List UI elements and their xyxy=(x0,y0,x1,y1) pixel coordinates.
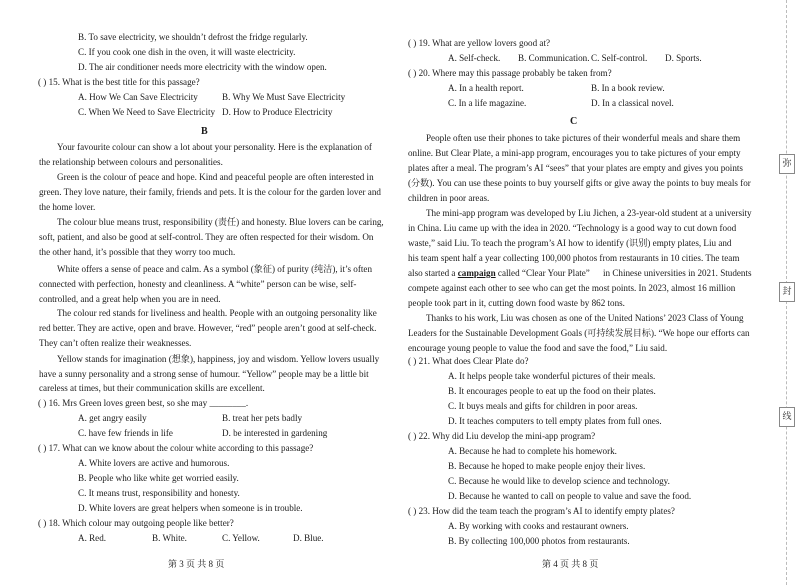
left-text-line: Green is the colour of peace and hope. Kind and peaceful people are often interested in xyxy=(57,172,374,182)
left-text-line: ( ) 16. Mrs Green loves green best, so she may ________. xyxy=(38,398,249,408)
right-text-line: compete against each other to see who can get the most points. In 2023, almost 16 million xyxy=(408,283,736,293)
campaign-post-text: called “Clear Your Plate” xyxy=(495,268,590,278)
right-text-line: B. It encourages people to eat up the food on their plates. xyxy=(448,386,656,396)
right-text-line: A. Self-check. xyxy=(448,53,501,63)
left-text-line: D. be interested in gardening xyxy=(222,428,328,438)
left-text-line: ( ) 15. What is the best title for this passage? xyxy=(38,77,200,87)
campaign-pre-text: also started a xyxy=(408,268,458,278)
right-text-line: ( ) 23. How did the team teach the program’s AI to identify empty plates? xyxy=(408,506,675,516)
left-text-line: the home lover. xyxy=(39,202,96,212)
right-text-line: ( ) 21. What does Clear Plate do? xyxy=(408,356,529,366)
left-text-line: B. White. xyxy=(152,533,187,543)
right-text-line: A. By working with cooks and restaurant owners. xyxy=(448,521,629,531)
margin-mark-1: 弥 xyxy=(779,154,795,174)
right-text-line: C. In a life magazine. xyxy=(448,98,527,108)
left-text-line: White offers a sense of peace and calm. As a symbol (象征) of purity (纯洁), it’s often xyxy=(57,264,372,274)
right-text-line: C. Self-control. xyxy=(591,53,648,63)
right-text-line: Thanks to his work, Liu was chosen as one of the United Nations’ 2023 Class of Young xyxy=(426,313,744,323)
right-text-line: D. In a classical novel. xyxy=(591,98,674,108)
right-text-line: A. In a health report. xyxy=(448,83,524,93)
left-text-line: careless at times, but their communication skills are excellent. xyxy=(39,383,265,393)
left-text-line: The colour red stands for liveliness and health. People with an outgoing personality like xyxy=(57,308,377,318)
right-text-line: online. But Clear Plate, a mini-app program, encourages you to take pictures of your empty xyxy=(408,148,741,158)
section-label-c: C xyxy=(570,116,578,127)
right-text-line: C. Because he would like to develop science and technology. xyxy=(448,476,670,486)
right-text-line: The mini-app program was developed by Liu Jichen, a 23-year-old student at a university xyxy=(426,208,752,218)
right-text-line: children in poor areas. xyxy=(408,193,490,203)
right-text-line: ( ) 19. What are yellow lovers good at? xyxy=(408,38,551,48)
right-text-line: B. By collecting 100,000 photos from restaurants. xyxy=(448,536,630,546)
left-text-line: D. Blue. xyxy=(293,533,324,543)
right-text-line: encourage young people to value the food and save the food,” Liu said. xyxy=(408,343,668,353)
left-text-line: C. It means trust, responsibility and honesty. xyxy=(78,488,240,498)
left-text-line: B. People who like white get worried easily. xyxy=(78,473,239,483)
left-text-line: B. Why We Must Save Electricity xyxy=(222,92,346,102)
page-right xyxy=(400,0,800,585)
right-text-line: A. Because he had to complete his homework. xyxy=(448,446,617,456)
right-text-line: D. It teaches computers to tell empty plates from full ones. xyxy=(448,416,662,426)
left-text-line: C. have few friends in life xyxy=(78,428,173,438)
section-label-b: B xyxy=(201,126,208,137)
right-text-line: B. Because he hoped to make people enjoy their lives. xyxy=(448,461,646,471)
right-text-line: C. It buys meals and gifts for children in poor areas. xyxy=(448,401,638,411)
left-text-line: green. They love nature, their family, friends and pets. It is the colour for the garden lover and xyxy=(39,187,381,197)
left-text-line: A. Red. xyxy=(78,533,107,543)
campaign-keyword: campaign xyxy=(457,268,496,278)
left-text-line: connected with perfection, honesty and cleanliness. A “white” person can be wise, self- xyxy=(39,279,357,289)
right-text-line: in China. Liu came up with the idea in 2020. “Technology is a good way to cut down food xyxy=(408,223,737,233)
left-text-line: red better. They are active, open and brave. However, “red” people aren’t good at self-check. xyxy=(39,323,377,333)
right-text-line: (分数). You can use these points to buy yourself gifts or give away the points to buy meals for xyxy=(408,178,751,188)
left-text-line: soft, patient, and also be good at self-control. They are often respected for their wisdom. On xyxy=(39,232,374,242)
left-text-line: A. White lovers are active and humorous. xyxy=(78,458,230,468)
left-text-line: A. How We Can Save Electricity xyxy=(78,92,198,102)
right-text-line: A. It helps people take wonderful pictures of their meals. xyxy=(448,371,656,381)
left-text-line: controlled, and a great help when you are in need. xyxy=(39,294,221,304)
left-text-line: Yellow stands for imagination (想象), happiness, joy and wisdom. Yellow lovers usually xyxy=(57,354,380,364)
campaign-line xyxy=(408,268,590,279)
left-text-line: ( ) 18. Which colour may outgoing people like better? xyxy=(38,518,234,528)
left-text-line: B. To save electricity, we shouldn’t defrost the fridge regularly. xyxy=(78,32,308,42)
left-text-line: D. How to Produce Electricity xyxy=(222,107,333,117)
left-text-line: the other hand, it’s possible that they worry too much. xyxy=(39,247,236,257)
left-text-line: C. If you cook one dish in the oven, it will waste electricity. xyxy=(78,47,296,57)
right-text-line: waste,” said Liu. To teach the program’s AI how to identify (识别) empty plates, Liu and xyxy=(408,238,732,248)
right-text-line: ( ) 20. Where may this passage probably be taken from? xyxy=(408,68,612,78)
left-text-line: the relationship between colours and personalities. xyxy=(39,157,223,167)
left-text-line: D. The air conditioner needs more electricity with the window open. xyxy=(78,62,327,72)
left-text-line: D. White lovers are great helpers when someone is in trouble. xyxy=(78,503,303,513)
left-text-line: B. treat her pets badly xyxy=(222,413,303,423)
left-text-line: C. When We Need to Save Electricity xyxy=(78,107,216,117)
right-text-line: in Chinese universities in 2021. Students xyxy=(603,268,752,278)
page-footer-right: 第 4 页 共 8 页 xyxy=(542,559,599,569)
right-text-line: D. Because he wanted to call on people to value and save the food. xyxy=(448,491,692,501)
right-text-line: Leaders for the Sustainable Development Goals (可持续发展目标). “We hope our efforts can xyxy=(408,328,750,338)
left-text-line: have a sunny personality and a strong sense of humour. “Yellow” people may be a little bit xyxy=(39,369,369,379)
right-text-line: D. Sports. xyxy=(665,53,702,63)
right-text-line: B. In a book review. xyxy=(591,83,665,93)
left-text-line: The colour blue means trust, responsibility (责任) and honesty. Blue lovers can be caring, xyxy=(57,217,384,227)
right-text-line: People often use their phones to take pictures of their wonderful meals and share them xyxy=(426,133,741,143)
left-text-line: A. get angry easily xyxy=(78,413,147,423)
right-text-line: plates after a meal. The program’s AI “sees” that your plates are empty and gives you points xyxy=(408,163,743,173)
right-text-line: his team spent half a year collecting 100,000 photos from restaurants in 10 cities. The team xyxy=(408,253,740,263)
left-text-line: C. Yellow. xyxy=(222,533,260,543)
page-footer-left: 第 3 页 共 8 页 xyxy=(168,559,225,569)
right-text-line: ( ) 22. Why did Liu develop the mini-app program? xyxy=(408,431,596,441)
left-text-line: ( ) 17. What can we know about the colour white according to this passage? xyxy=(38,443,314,453)
left-text-line: Your favourite colour can show a lot about your personality. Here is the explanation of xyxy=(57,142,372,152)
right-text-line: people took part in it, cutting down food waste by 862 tons. xyxy=(408,298,625,308)
left-text-line: They can’t often realize their weaknesses. xyxy=(39,338,192,348)
margin-mark-3: 线 xyxy=(779,407,795,427)
margin-mark-2: 封 xyxy=(779,282,795,302)
right-text-line: B. Communication. xyxy=(518,53,590,63)
